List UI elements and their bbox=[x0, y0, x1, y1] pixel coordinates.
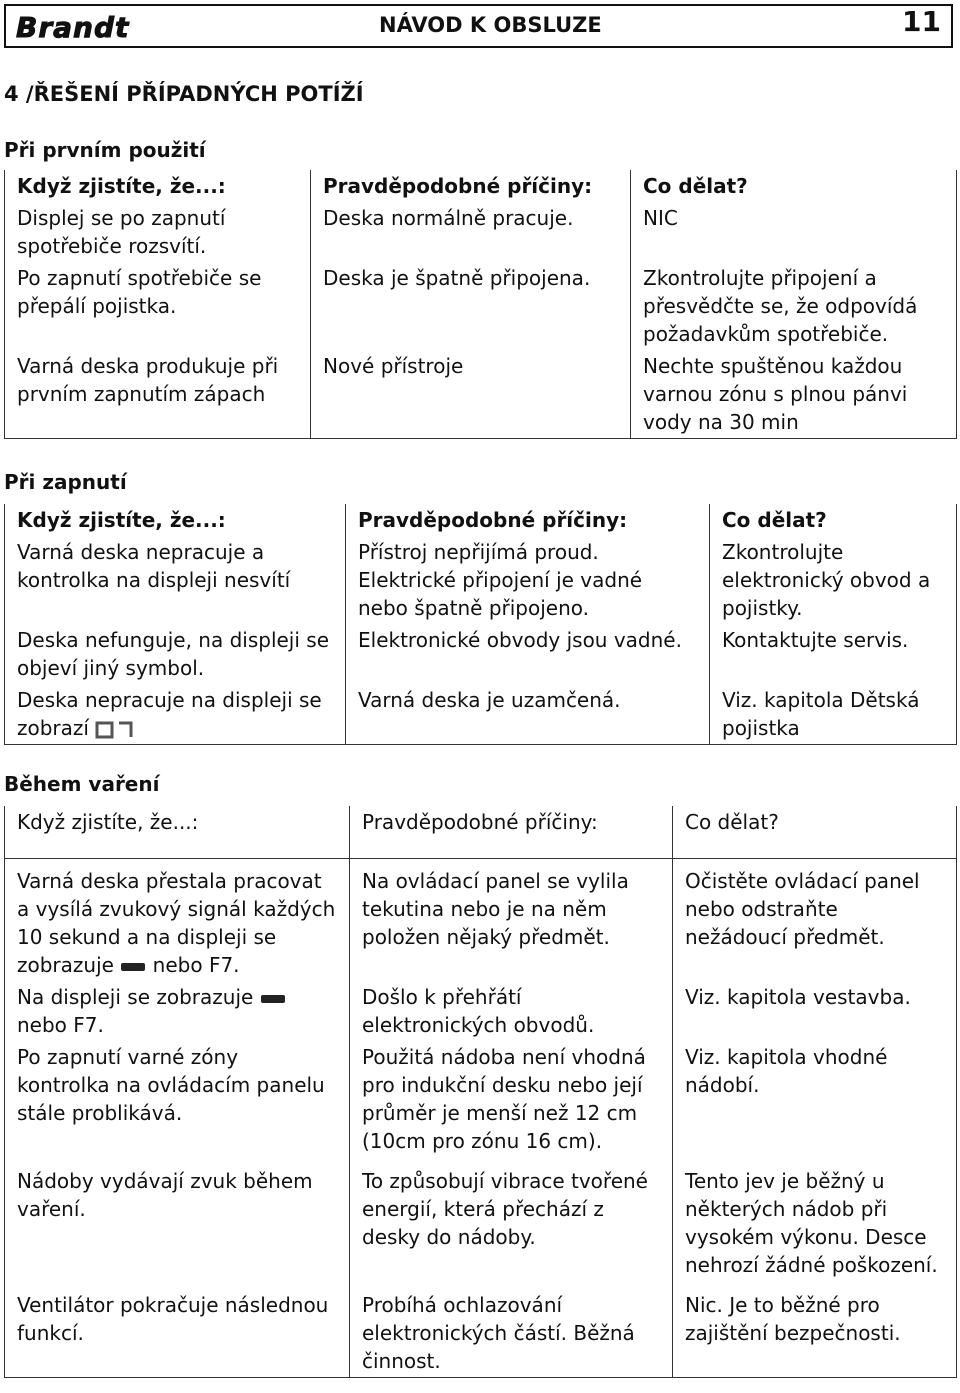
table-header-row bbox=[5, 170, 957, 202]
table-cell: Varná deska nepracuje a kontrolka na displeji nesvítí bbox=[5, 536, 346, 624]
padlock-display-icon bbox=[95, 719, 135, 741]
document-title: NÁVOD K OBSLUZE bbox=[379, 13, 602, 37]
column-header: Co dělat? bbox=[722, 508, 827, 532]
table-cell: Probíhá ochlazování elektronických částí. Běžná činnost. bbox=[350, 1289, 673, 1378]
table-row bbox=[5, 1289, 957, 1378]
table-cell: Kontaktujte servis. bbox=[722, 628, 909, 652]
table-cell: Zkontrolujte připojení a přesvědčte se, že odpovídá požadavkům spotřebiče. bbox=[643, 266, 918, 346]
switch-on-table bbox=[4, 504, 957, 745]
table-cell: Viz. kapitola vestavba. bbox=[685, 985, 911, 1009]
cell-text: Varná deska přestala pracovat a vysílá zvukový signál každých 10 sekund a na displeji se zobrazuje bbox=[17, 869, 336, 977]
dash-display-icon bbox=[120, 961, 146, 973]
table-cell: Nádoby vydávají zvuk během vaření. bbox=[5, 1165, 350, 1289]
column-header: Co dělat? bbox=[685, 810, 779, 834]
column-header: Když zjistíte, že...: bbox=[5, 806, 350, 859]
table-cell: Očistěte ovládací panel nebo odstraňte nežádoucí předmět. bbox=[685, 869, 920, 949]
table-cell: Varná deska produkuje při prvním zapnutím zápach bbox=[5, 350, 311, 439]
section-title-cooking: Během vaření bbox=[4, 772, 160, 796]
svg-text:Brandt: Brandt bbox=[16, 12, 130, 42]
table-cell bbox=[5, 981, 350, 1041]
column-header: Když zjistíte, že...: bbox=[5, 504, 346, 536]
table-cell: Na ovládací panel se vylila tekutina nebo je na něm položen nějaký předmět. bbox=[350, 865, 673, 981]
cooking-table bbox=[4, 806, 957, 1378]
cell-text-suffix: nebo F7. bbox=[17, 1013, 104, 1037]
table-cell: Přístroj nepřijímá proud. Elektrické připojení je vadné nebo špatně připojeno. bbox=[346, 536, 710, 624]
page-header bbox=[4, 4, 953, 48]
table-cell: Došlo k přehřátí elektronických obvodů. bbox=[350, 981, 673, 1041]
table-cell: To způsobují vibrace tvořené energií, která přechází z desky do nádoby. bbox=[350, 1165, 673, 1289]
column-header: Pravděpodobné příčiny: bbox=[350, 806, 673, 859]
column-header: Co dělat? bbox=[643, 174, 748, 198]
section-title-first-use: Při prvním použití bbox=[4, 138, 206, 162]
cell-text-suffix: nebo F7. bbox=[152, 953, 240, 977]
table-cell: Zkontrolujte elektronický obvod a pojistky. bbox=[722, 540, 931, 620]
table-cell: Viz. kapitola Dětská pojistka bbox=[722, 688, 920, 740]
table-cell: Deska normálně pracuje. bbox=[311, 202, 631, 262]
table-cell: Nechte spuštěnou každou varnou zónu s plnou pánvi vody na 30 min bbox=[643, 354, 908, 434]
table-cell: Displej se po zapnutí spotřebiče rozsvítí. bbox=[5, 202, 311, 262]
chapter-title: 4 /ŘEŠENÍ PŘÍPADNÝCH POTÍŽÍ bbox=[4, 82, 364, 106]
dash-display-icon bbox=[260, 993, 286, 1005]
first-use-table bbox=[4, 170, 957, 439]
table-row bbox=[5, 1165, 957, 1289]
page-number: 11 bbox=[902, 5, 941, 38]
table-row bbox=[5, 1041, 957, 1165]
table-cell bbox=[5, 684, 346, 745]
cell-text: Deska nepracuje na displeji se zobrazí bbox=[17, 688, 322, 740]
table-row bbox=[5, 624, 957, 684]
table-row bbox=[5, 536, 957, 624]
table-cell: NIC bbox=[643, 206, 678, 230]
table-cell bbox=[5, 865, 350, 981]
brandt-logo bbox=[16, 12, 176, 42]
cell-text: Na displeji se zobrazuje bbox=[17, 985, 254, 1009]
table-cell: Tento jev je běžný u některých nádob při vysokém výkonu. Desce nehrozí žádné poškození. bbox=[685, 1169, 938, 1277]
table-cell: Nové přístroje bbox=[311, 350, 631, 439]
table-header-row bbox=[5, 806, 957, 859]
table-row bbox=[5, 865, 957, 981]
table-cell: Použitá nádoba není vhodná pro indukční desku nebo její průměr je menší než 12 cm (10cm pro zónu 16 cm). bbox=[350, 1041, 673, 1165]
column-header: Pravděpodobné příčiny: bbox=[346, 504, 710, 536]
table-cell: Nic. Je to běžné pro zajištění bezpečnosti. bbox=[685, 1293, 901, 1345]
table-cell: Elektronické obvody jsou vadné. bbox=[346, 624, 710, 684]
table-header-row bbox=[5, 504, 957, 536]
column-header: Pravděpodobné příčiny: bbox=[311, 170, 631, 202]
table-row bbox=[5, 350, 957, 439]
table-cell: Viz. kapitola vhodné nádobí. bbox=[685, 1045, 888, 1097]
column-header: Když zjistíte, že...: bbox=[5, 170, 311, 202]
table-row bbox=[5, 684, 957, 745]
table-cell: Po zapnutí spotřebiče se přepálí pojistka. bbox=[5, 262, 311, 350]
section-title-switch-on: Při zapnutí bbox=[4, 470, 127, 494]
table-cell: Varná deska je uzamčená. bbox=[346, 684, 710, 745]
table-row bbox=[5, 981, 957, 1041]
table-cell: Deska je špatně připojena. bbox=[311, 262, 631, 350]
table-cell: Deska nefunguje, na displeji se objeví jiný symbol. bbox=[5, 624, 346, 684]
table-row bbox=[5, 262, 957, 350]
table-cell: Ventilátor pokračuje následnou funkcí. bbox=[5, 1289, 350, 1378]
table-row bbox=[5, 202, 957, 262]
table-cell: Po zapnutí varné zóny kontrolka na ovládacím panelu stále problikává. bbox=[5, 1041, 350, 1165]
